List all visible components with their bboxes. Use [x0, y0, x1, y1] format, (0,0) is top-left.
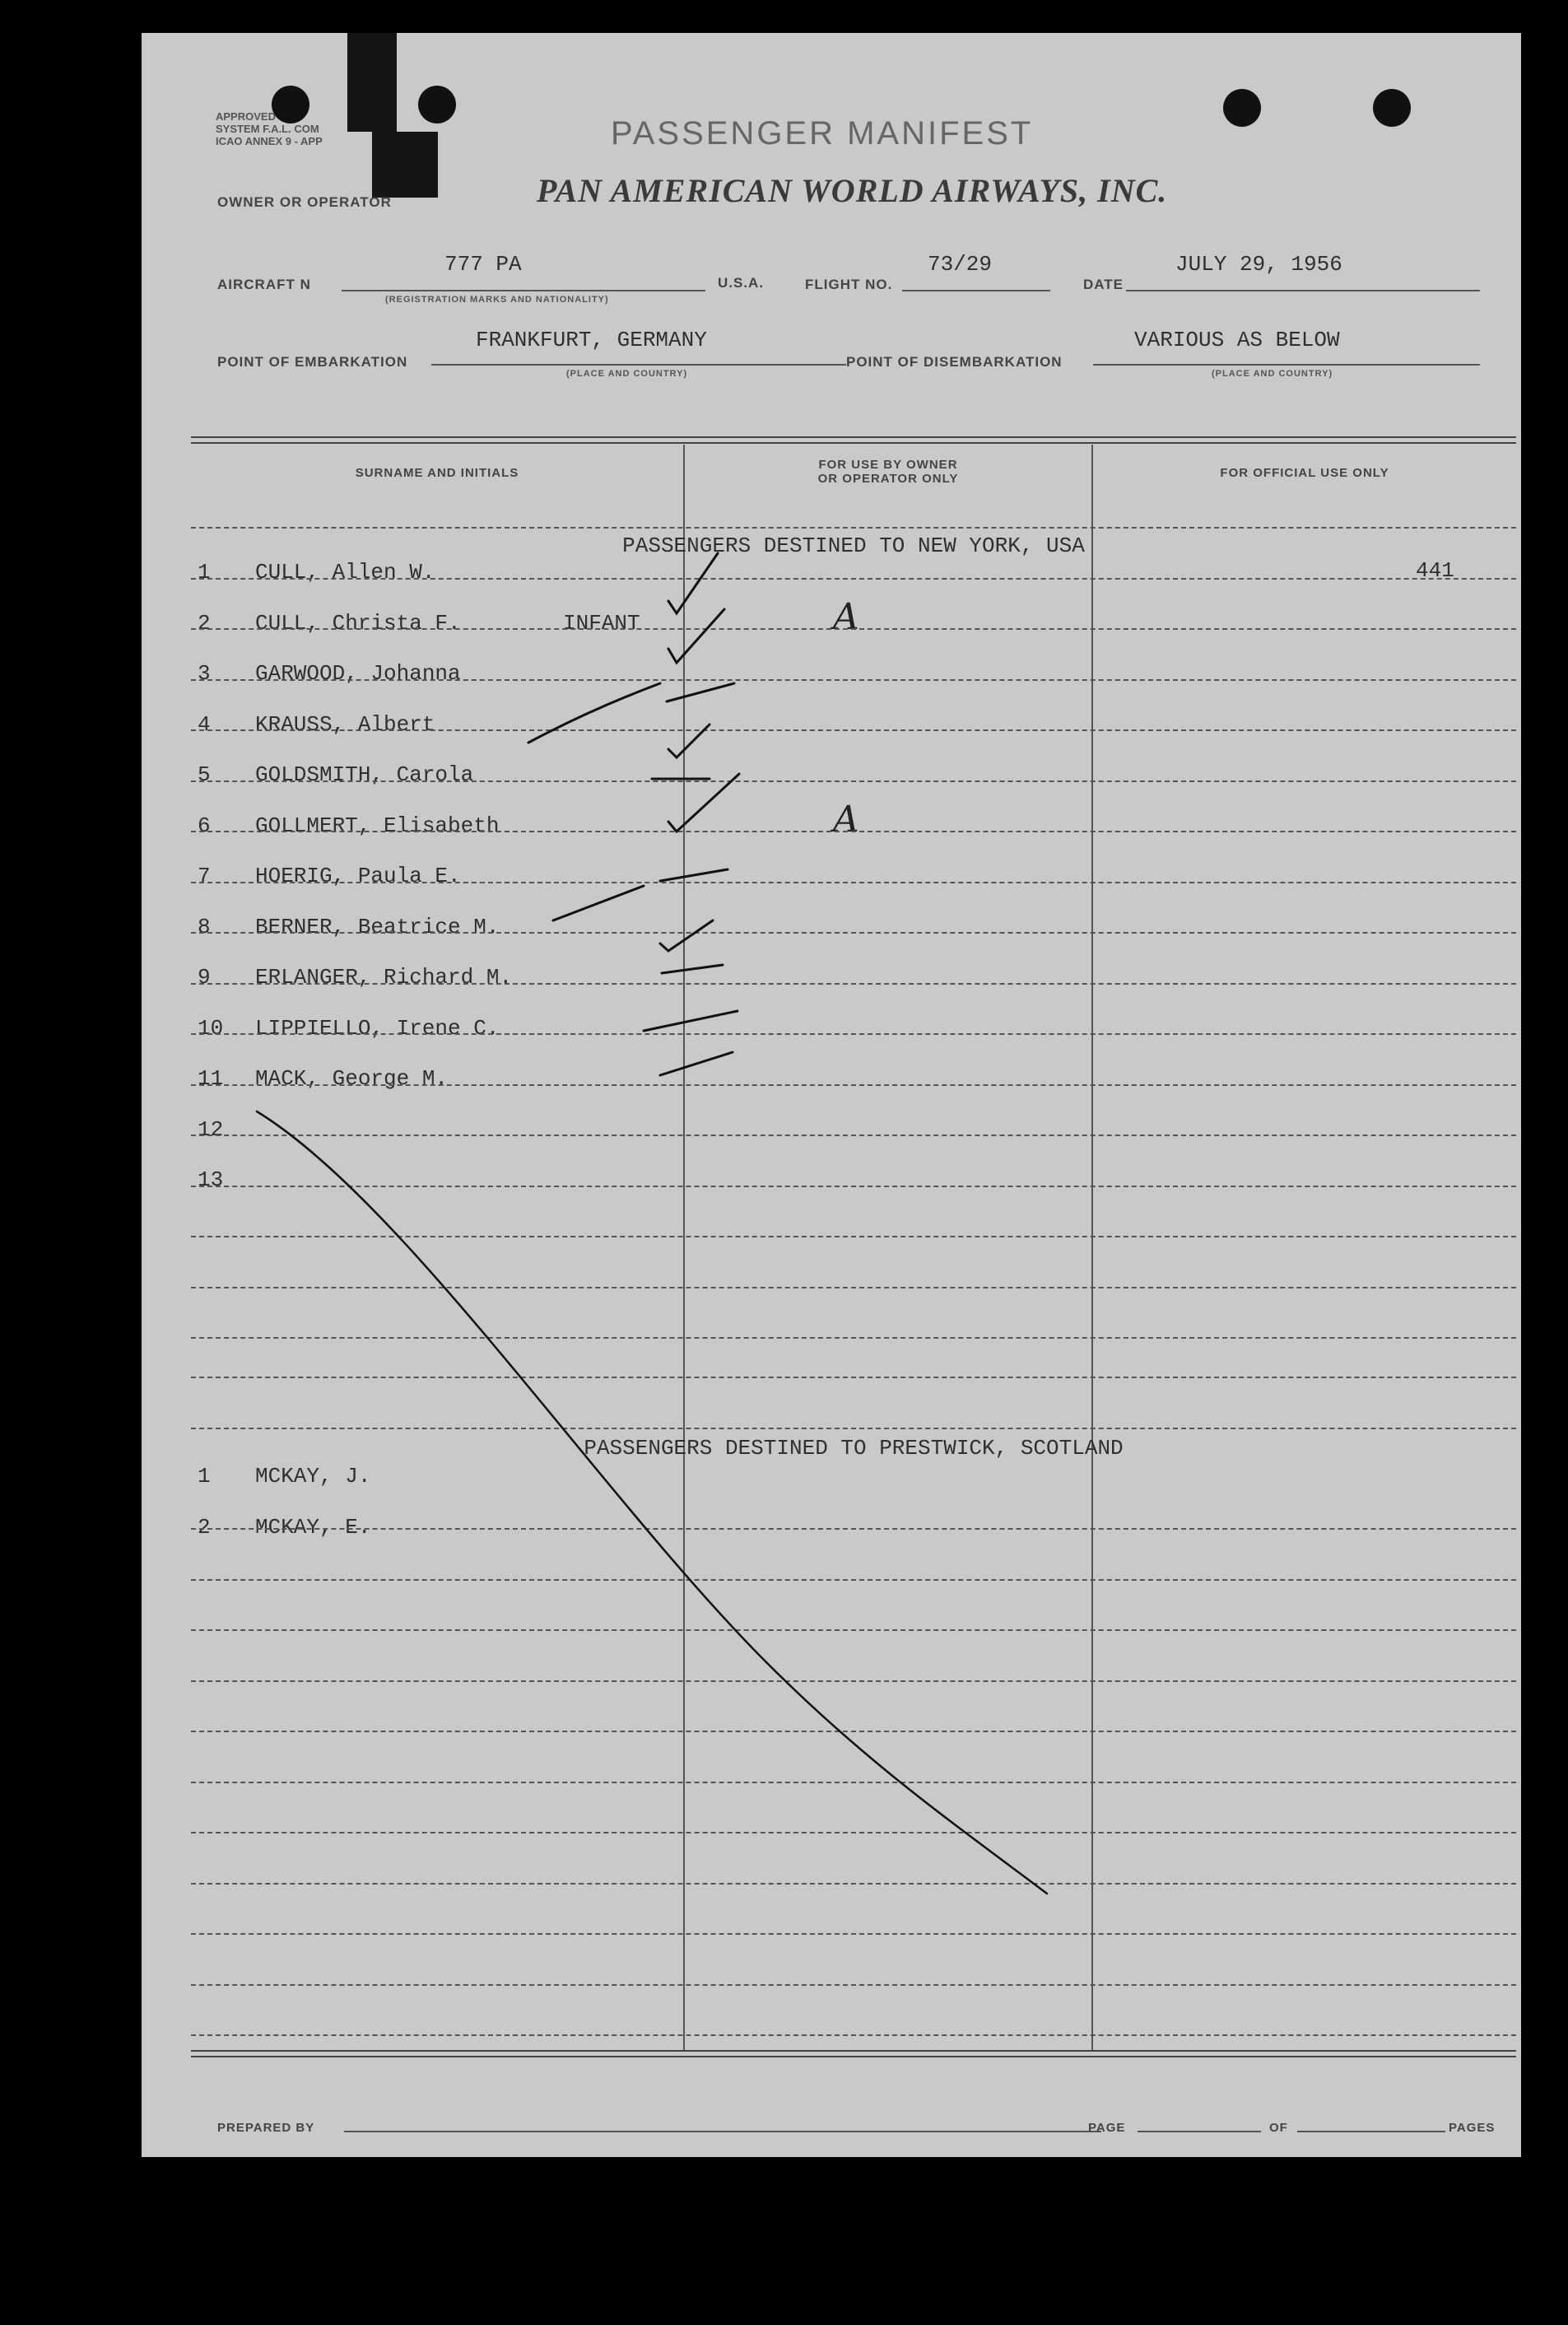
checkmark — [668, 725, 710, 757]
owner-use-header-line: OR OPERATOR ONLY — [817, 472, 959, 486]
embarkation-caption: (PLACE AND COUNTRY) — [566, 369, 688, 379]
page-label: PAGE — [1088, 2121, 1126, 2135]
stamp-line: SYSTEM F.A.L. COM — [216, 123, 319, 135]
section-heading: PASSENGERS DESTINED TO NEW YORK, USA — [622, 533, 1085, 558]
registration-caption: (REGISTRATION MARKS AND NATIONALITY) — [385, 295, 609, 305]
prepared-by-label: PREPARED BY — [217, 2121, 315, 2135]
check-dash — [660, 869, 728, 881]
row-number: 10 — [198, 1015, 224, 1041]
manifest-page — [142, 33, 1521, 2157]
date-label: DATE — [1083, 277, 1124, 292]
checkmark — [668, 609, 724, 663]
embarkation-label: POINT OF EMBARKATION — [217, 354, 408, 370]
row-number: 12 — [198, 1116, 224, 1142]
check-stroke — [553, 886, 644, 920]
flight-label: FLIGHT NO. — [805, 277, 893, 292]
row-number: 4 — [198, 711, 211, 737]
row-number: 3 — [198, 661, 211, 686]
passenger-name: MCKAY, J. — [255, 1464, 371, 1489]
check-stroke — [528, 683, 660, 743]
disembarkation-value: VARIOUS AS BELOW — [1134, 328, 1340, 352]
checkmark — [668, 553, 718, 613]
passenger-name: KRAUSS, Albert — [255, 711, 435, 737]
of-label: OF — [1269, 2121, 1288, 2135]
passenger-name: CULL, Christa F. — [255, 610, 461, 636]
passenger-name: BERNER, Beatrice M. — [255, 914, 500, 939]
handwritten-marks — [142, 33, 1521, 2157]
check-dash — [660, 1052, 733, 1075]
passenger-name: LIPPIELLO, Irene C. — [255, 1015, 500, 1041]
surname-column-header: SURNAME AND INITIALS — [355, 466, 519, 480]
flight-value: 73/29 — [928, 252, 993, 277]
passenger-note: INFANT — [563, 610, 640, 636]
row-number: 2 — [198, 610, 211, 636]
passenger-name: GOLDSMITH, Carola — [255, 762, 474, 787]
row-number: 2 — [198, 1514, 211, 1540]
official-use-value: 441 — [1416, 558, 1454, 583]
strike-through-line — [257, 1111, 1047, 1894]
passenger-name: HOERIG, Paula E. — [255, 864, 461, 888]
row-number: 1 — [198, 560, 211, 585]
usa-label: U.S.A. — [718, 275, 765, 291]
stamp-line: APPROVED — [216, 110, 276, 123]
owner-label: OWNER OR OPERATOR — [217, 194, 392, 210]
passenger-name: GARWOOD, Johanna — [255, 661, 461, 686]
row-number: 9 — [198, 965, 211, 990]
passenger-name: CULL, Allen W. — [255, 560, 435, 585]
stamp-line: ICAO ANNEX 9 - APP — [216, 135, 323, 147]
check-dash — [667, 683, 734, 701]
row-number: 1 — [198, 1464, 211, 1489]
checkmark — [660, 920, 713, 951]
date-value: JULY 29, 1956 — [1175, 252, 1342, 277]
passenger-name: MACK, George M. — [255, 1066, 449, 1091]
form-title: PASSENGER MANIFEST — [611, 115, 1034, 151]
passenger-name: ERLANGER, Richard M. — [255, 965, 513, 990]
check-dash — [644, 1011, 737, 1031]
row-number: 6 — [198, 813, 211, 838]
disembarkation-caption: (PLACE AND COUNTRY) — [1212, 369, 1333, 379]
passenger-name: MCKAY, E. — [255, 1514, 371, 1540]
embarkation-value: FRANKFURT, GERMANY — [476, 328, 707, 352]
passenger-name: GOLLMERT, Elisabeth — [255, 813, 500, 838]
owner-use-header-line: FOR USE BY OWNER — [818, 458, 958, 472]
handwritten-initial: A — [833, 595, 859, 638]
row-number: 5 — [198, 762, 211, 787]
official-use-column-header: FOR OFFICIAL USE ONLY — [1220, 466, 1389, 480]
section-heading: PASSENGERS DESTINED TO PRESTWICK, SCOTLAND — [584, 1436, 1124, 1461]
aircraft-value: 777 PA — [444, 252, 522, 277]
pages-label: PAGES — [1449, 2121, 1496, 2135]
disembarkation-label: POINT OF DISEMBARKATION — [846, 354, 1063, 370]
row-number: 8 — [198, 914, 211, 939]
aircraft-label: AIRCRAFT N — [217, 277, 311, 292]
check-dash — [662, 965, 723, 973]
row-number: 7 — [198, 864, 211, 888]
row-number: 13 — [198, 1167, 224, 1192]
row-number: 11 — [198, 1066, 224, 1091]
operator-logo: PAN AMERICAN WORLD AIRWAYS, INC. — [537, 172, 1168, 209]
handwritten-initial: A — [833, 798, 859, 841]
checkmark — [668, 774, 739, 832]
